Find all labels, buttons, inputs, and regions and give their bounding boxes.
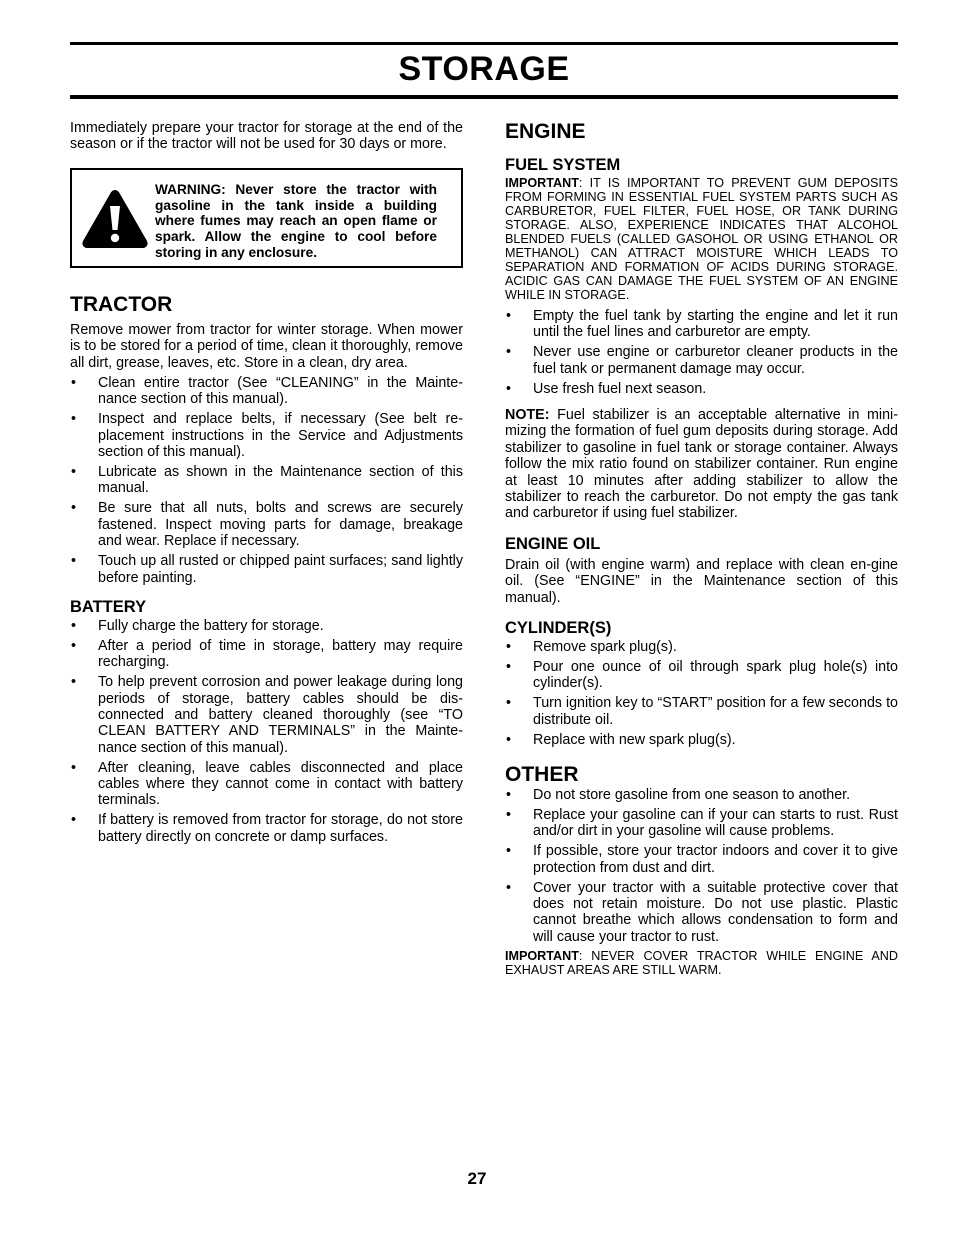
fuel-system-heading: FUEL SYSTEM — [505, 156, 621, 174]
cylinders-list — [505, 639, 898, 748]
list-item: • Cover your tractor with a suitable protective cover that does not retain moisture. Do not use plastic. Plastic cannot breathe which allows condensation to form and will cause your tractor to rust. — [505, 880, 898, 946]
list-item: • Do not store gasoline from one season to another. — [505, 787, 898, 803]
list-item: • After cleaning, leave cables disconnected and place cables where they cannot come in contact with battery terminals. — [70, 760, 463, 809]
engine-heading: ENGINE — [505, 120, 586, 143]
list-item: • Never use engine or carburetor cleaner products in the fuel tank or permanent damage may occur. — [505, 344, 898, 377]
top-rule — [70, 42, 898, 45]
list-item: • Turn ignition key to “START” position for a few seconds to distribute oil. — [505, 695, 898, 728]
list-item: • Use fresh fuel next season. — [505, 381, 898, 397]
list-item: • Inspect and replace belts, if necessary (See belt re-placement instructions in the Service and Adjustments section of this manual). — [70, 411, 463, 460]
left-column — [70, 120, 463, 849]
tractor-heading: TRACTOR — [70, 292, 173, 316]
other-important — [505, 949, 898, 977]
page-title: STORAGE — [398, 50, 570, 88]
note-label: NOTE: — [505, 407, 550, 424]
list-item: • Empty the fuel tank by starting the engine and let it run until the fuel lines and carburetor are empty. — [505, 308, 898, 341]
warning-message: Never store the tractor with gasoline in the tank inside a building where fumes may reach an open flame or spark. Allow the engine to cool before storing in any enclosure. — [155, 181, 437, 260]
warning-text — [155, 182, 437, 261]
important-text: : IT IS IMPORTANT TO PREVENT GUM DEPOSITS FROM FORMING IN ESSENTIAL FUEL SYSTEM PARTS SUCH AS CARBURETOR, FUEL FILTER, FUEL HOSE, OR TANK DURING STORAGE. ALSO, EXPERIENCE INDICATES THAT ALCOHOL BLENDED FUELS (CALLED GASOHOL OR USING ETHANOL OR METHANOL) CAN ATTRACT MOISTURE WHICH LEADS TO SEPARATION AND FORMATION OF ACIDS DURING STORAGE. ACIDIC GAS CAN DAMAGE THE FUEL SYSTEM OF AN ENGINE WHILE IN STORAGE. — [505, 176, 898, 302]
other-heading: OTHER — [505, 763, 579, 787]
list-item: • Pour one ounce of oil through spark plug hole(s) into cylinder(s). — [505, 659, 898, 692]
list-item: • Touch up all rusted or chipped paint surfaces; sand lightly before painting. — [70, 553, 463, 586]
list-item: • If battery is removed from tractor for storage, do not store battery directly on concrete or damp surfaces. — [70, 812, 463, 845]
list-item: • Lubricate as shown in the Maintenance section of this manual. — [70, 464, 463, 497]
important-label: IMPORTANT — [505, 176, 579, 190]
battery-heading: BATTERY — [70, 597, 147, 616]
list-item: • Remove spark plug(s). — [505, 639, 898, 655]
list-item: • Be sure that all nuts, bolts and screws are securely fastened. Inspect moving parts for damage, breakage and wear. Replace if necessary. — [70, 500, 463, 549]
right-column — [505, 120, 898, 977]
battery-list — [70, 618, 463, 845]
other-list — [505, 787, 898, 945]
fuel-note — [505, 407, 898, 522]
cylinders-heading: CYLINDER(S) — [505, 619, 612, 638]
fuel-system-list — [505, 308, 898, 397]
list-item: • After a period of time in storage, battery may require recharging. — [70, 638, 463, 671]
list-item: • Replace with new spark plug(s). — [505, 732, 898, 748]
tractor-intro: Remove mower from tractor for winter storage. When mower is to be stored for a period of time, clean it thoroughly, remove all dirt, grease, leaves, etc. Store in a clean, dry area. — [70, 321, 463, 371]
warning-box — [70, 168, 463, 268]
engine-oil-text: Drain oil (with engine warm) and replace with clean en-gine oil. (See “ENGINE” in the Maintenance section of this manual). — [505, 556, 898, 606]
list-item: • If possible, store your tractor indoors and cover it to give protection from dust and dirt. — [505, 843, 898, 876]
fuel-important — [505, 176, 898, 302]
exclamation-triangle-icon — [80, 188, 150, 250]
list-item: • To help prevent corrosion and power leakage during long periods of storage, battery cables should be dis-connected and battery cleaned thoroughly (see “TO CLEAN BATTERY AND TERMINALS” in the Mainte-nance section of this manual). — [70, 674, 463, 756]
intro-paragraph: Immediately prepare your tractor for storage at the end of the season or if the tractor will not be used for 30 days or more. — [70, 120, 463, 153]
important-text: : NEVER COVER TRACTOR WHILE ENGINE AND EXHAUST AREAS ARE STILL WARM. — [505, 948, 898, 977]
list-item: • Clean entire tractor (See “CLEANING” in the Mainte-nance section of this manual). — [70, 375, 463, 408]
page-number: 27 — [467, 1169, 487, 1188]
warning-label: WARNING: — [155, 181, 226, 197]
note-text: Fuel stabilizer is an acceptable alternative in mini-mizing the formation of fuel gum deposits during storage. Add stabilizer to gasoline in fuel tank or storage container. Always follow the mix ratio found on stabilizer container. Run engine at least 10 minutes after adding stabilizer to allow the stabilizer to reach the carburetor. Do not empty the gas tank and carburetor if using fuel stabilizer. — [505, 407, 898, 522]
important-label: IMPORTANT — [505, 948, 579, 963]
engine-oil-heading: ENGINE OIL — [505, 534, 601, 553]
tractor-list — [70, 375, 463, 586]
title-underline — [70, 95, 898, 99]
list-item: • Replace your gasoline can if your can starts to rust. Rust and/or dirt in your gasoline will cause problems. — [505, 807, 898, 840]
list-item: • Fully charge the battery for storage. — [70, 618, 463, 634]
